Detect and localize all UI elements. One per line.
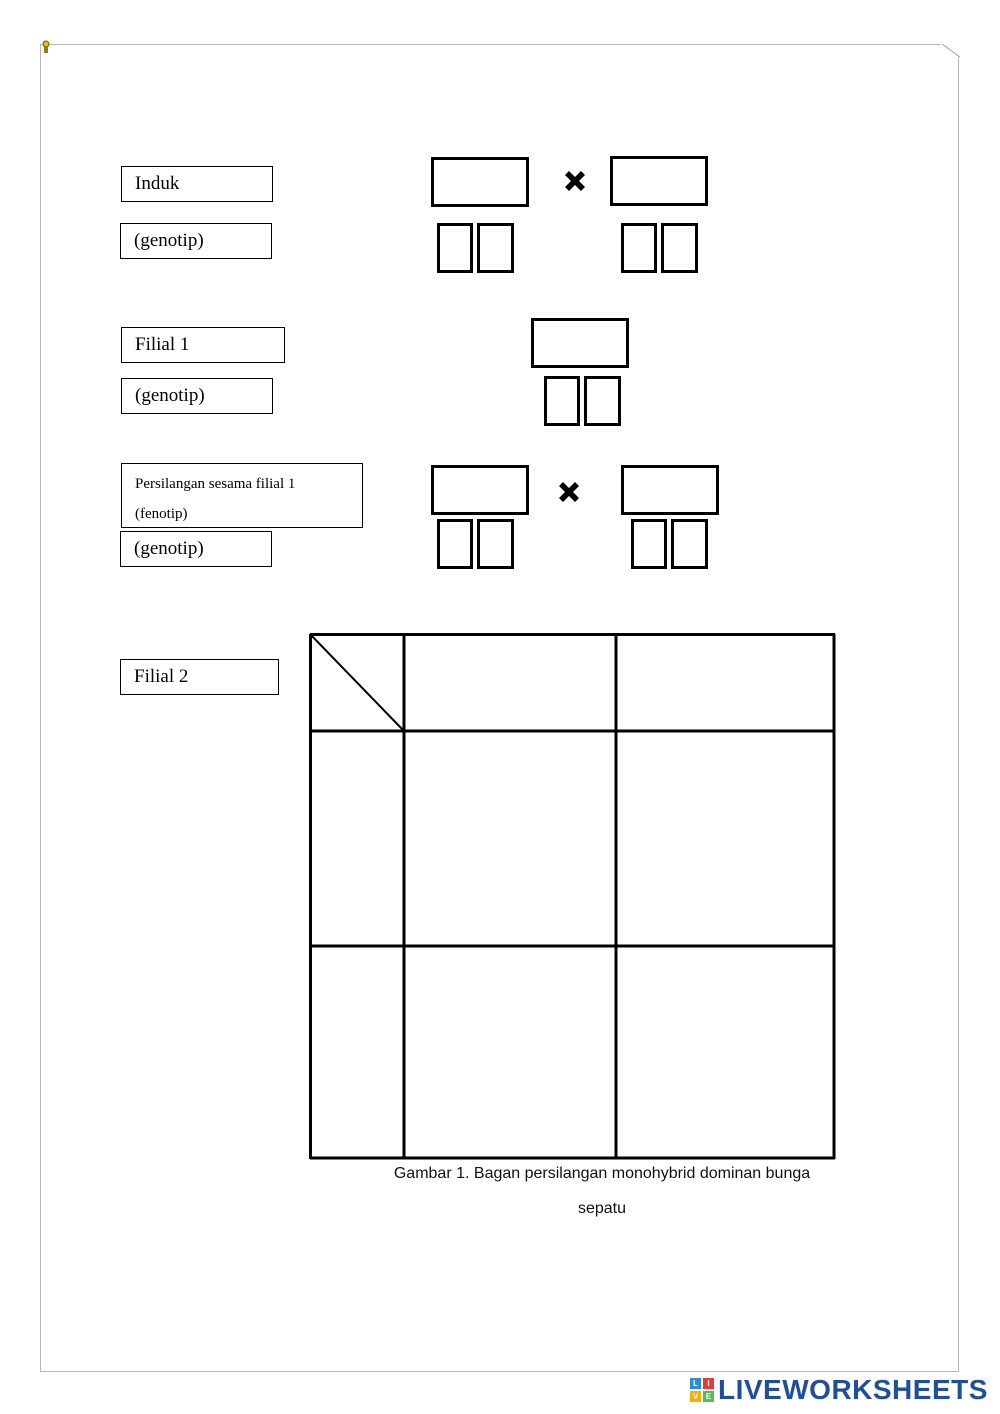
induk-text: Induk <box>135 173 180 194</box>
logo-letter: L <box>690 1378 701 1389</box>
f1-cross-allele-box[interactable] <box>671 519 708 569</box>
corner-diagonal <box>311 635 405 732</box>
fenotip-text: (fenotip) <box>135 506 188 522</box>
persilangan-genotip-label <box>120 531 272 567</box>
filial1-text: Filial 1 <box>135 334 190 355</box>
filial2-text: Filial 2 <box>134 666 189 687</box>
filial1-label <box>121 327 285 363</box>
f1-cross-phenotype-box-left[interactable] <box>431 465 529 515</box>
genotip-text: (genotip) <box>134 230 204 251</box>
induk-allele-box[interactable] <box>477 223 514 273</box>
logo-letter: I <box>703 1378 714 1389</box>
figure-caption-line1: Gambar 1. Bagan persilangan monohybrid dominan bunga <box>393 1165 811 1182</box>
filial2-label <box>120 659 279 695</box>
filial1-allele-box[interactable] <box>584 376 621 426</box>
pin-icon <box>42 40 50 54</box>
punnett-square <box>309 633 837 1161</box>
cross-icon <box>555 478 583 506</box>
page-fold-icon <box>940 44 960 58</box>
logo-letter: V <box>690 1391 701 1402</box>
induk-allele-box[interactable] <box>437 223 473 273</box>
filial1-allele-box[interactable] <box>544 376 580 426</box>
induk-phenotype-box-right[interactable] <box>610 156 708 206</box>
persilangan-label <box>121 463 363 528</box>
genotip-text: (genotip) <box>134 538 204 559</box>
induk-label <box>121 166 273 202</box>
induk-allele-box[interactable] <box>661 223 698 273</box>
f1-cross-allele-box[interactable] <box>631 519 667 569</box>
figure-caption-line2: sepatu <box>577 1200 627 1217</box>
liveworksheets-logo[interactable] <box>690 1375 988 1405</box>
cross-icon <box>561 167 589 195</box>
liveworksheets-icon <box>690 1378 714 1402</box>
filial1-phenotype-box[interactable] <box>531 318 629 368</box>
f1-cross-allele-box[interactable] <box>477 519 514 569</box>
induk-genotip-label <box>120 223 272 259</box>
f1-cross-allele-box[interactable] <box>437 519 473 569</box>
induk-phenotype-box-left[interactable] <box>431 157 529 207</box>
filial1-genotip-label <box>121 378 273 414</box>
f1-cross-phenotype-box-right[interactable] <box>621 465 719 515</box>
brand-name: LIVEWORKSHEETS <box>718 1374 988 1405</box>
persilangan-text: Persilangan sesama filial 1 <box>135 476 296 492</box>
genotip-text: (genotip) <box>135 385 205 406</box>
induk-allele-box[interactable] <box>621 223 657 273</box>
logo-letter: E <box>703 1391 714 1402</box>
